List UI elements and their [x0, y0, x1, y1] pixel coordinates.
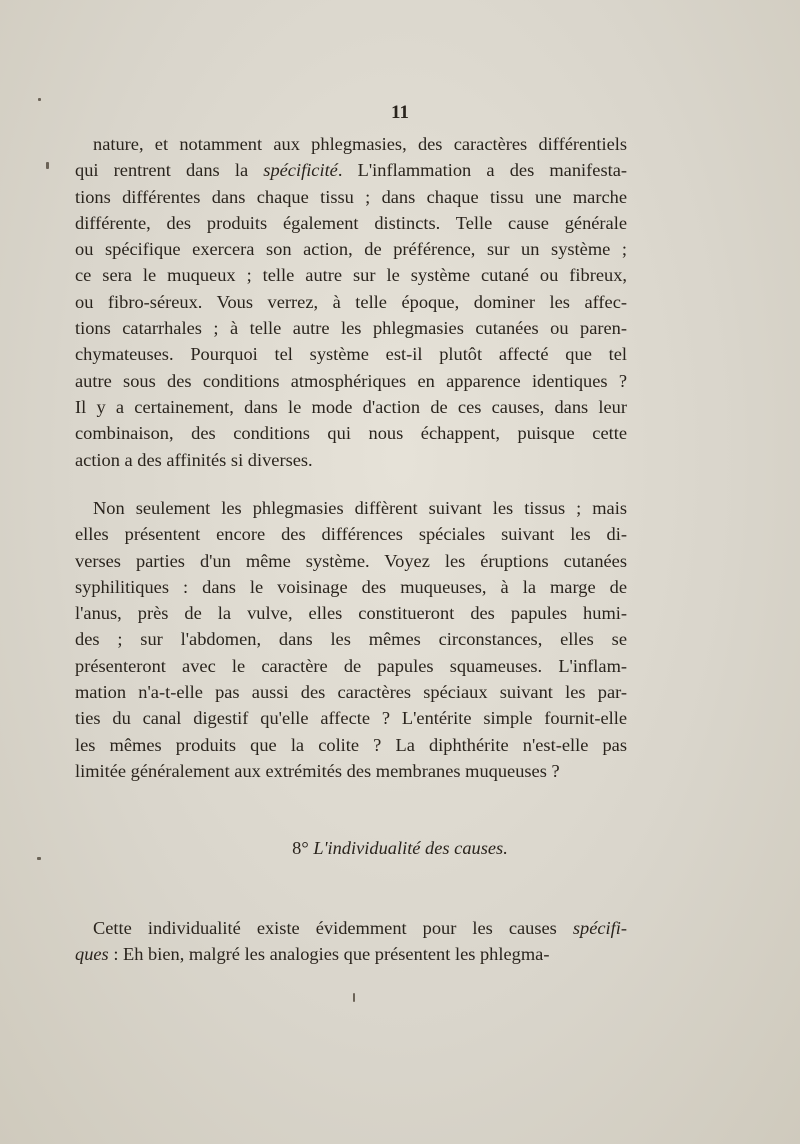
text-line: ou spécifique exercera son action, de préférence, sur un système ; — [75, 239, 627, 260]
paragraph-2 — [75, 495, 627, 784]
ink-speck — [46, 162, 49, 169]
ink-speck — [353, 993, 355, 1002]
section-title: L'individualité des causes. — [313, 838, 508, 858]
text-line: différente, des produits également distincts. Telle cause générale — [75, 212, 627, 233]
section-number: 8° — [292, 838, 309, 858]
text-line: elles présentent encore des différences spéciales suivant les di- — [75, 524, 627, 545]
ink-speck — [38, 98, 41, 101]
text-line: action a des affinités si diverses. — [75, 449, 313, 470]
text-line: autre sous des conditions atmosphériques en apparence identiques ? — [75, 370, 627, 391]
text-line: ce sera le muqueux ; telle autre sur le système cutané ou fibreux, — [75, 265, 627, 286]
text-line: nature, et notamment aux phlegmasies, des caractères différentiels — [93, 134, 627, 154]
text-line: Cette individualité existe évidemment pour les causes spécifi- — [93, 918, 627, 938]
text-line: tions différentes dans chaque tissu ; dans chaque tissu une marche — [75, 186, 627, 207]
text-line: tions catarrhales ; à telle autre les phlegmasies cutanées ou paren- — [75, 318, 627, 339]
page-number: 11 — [391, 102, 409, 123]
paragraph-3 — [75, 915, 627, 968]
text-line: mation n'a-t-elle pas aussi des caractères spéciaux suivant les par- — [75, 682, 627, 703]
text-line: qui rentrent dans la spécificité. L'inflammation a des manifesta- — [75, 160, 627, 181]
text-line: combinaison, des conditions qui nous échappent, puisque cette — [75, 423, 627, 444]
section-heading — [0, 838, 800, 859]
text-line: syphilitiques : dans le voisinage des muqueuses, à la marge de — [75, 576, 627, 597]
text-line: Il y a certainement, dans le mode d'action de ces causes, dans leur — [75, 396, 627, 417]
text-line: chymateuses. Pourquoi tel système est-il plutôt affecté que tel — [75, 344, 627, 365]
text-line: des ; sur l'abdomen, dans les mêmes circonstances, elles se — [75, 629, 627, 650]
text-line: ties du canal digestif qu'elle affecte ? L'entérite simple fournit-elle — [75, 708, 627, 729]
text-line: présenteront avec le caractère de papules squameuses. L'inflam- — [75, 655, 627, 676]
text-line: ou fibro-séreux. Vous verrez, à telle époque, dominer les affec- — [75, 291, 627, 312]
text-line: l'anus, près de la vulve, elles constitueront des papules humi- — [75, 603, 627, 624]
text-line: Non seulement les phlegmasies diffèrent suivant les tissus ; mais — [93, 498, 627, 518]
text-line: les mêmes produits que la colite ? La diphthérite n'est-elle pas — [75, 734, 627, 755]
text-line: limitée généralement aux extrémités des membranes muqueuses ? — [75, 760, 560, 781]
text-line: ques : Eh bien, malgré les analogies que présentent les phlegma- — [75, 944, 550, 965]
paragraph-1 — [75, 131, 627, 473]
text-line: verses parties d'un même système. Voyez les éruptions cutanées — [75, 550, 627, 571]
ink-speck — [37, 857, 41, 860]
